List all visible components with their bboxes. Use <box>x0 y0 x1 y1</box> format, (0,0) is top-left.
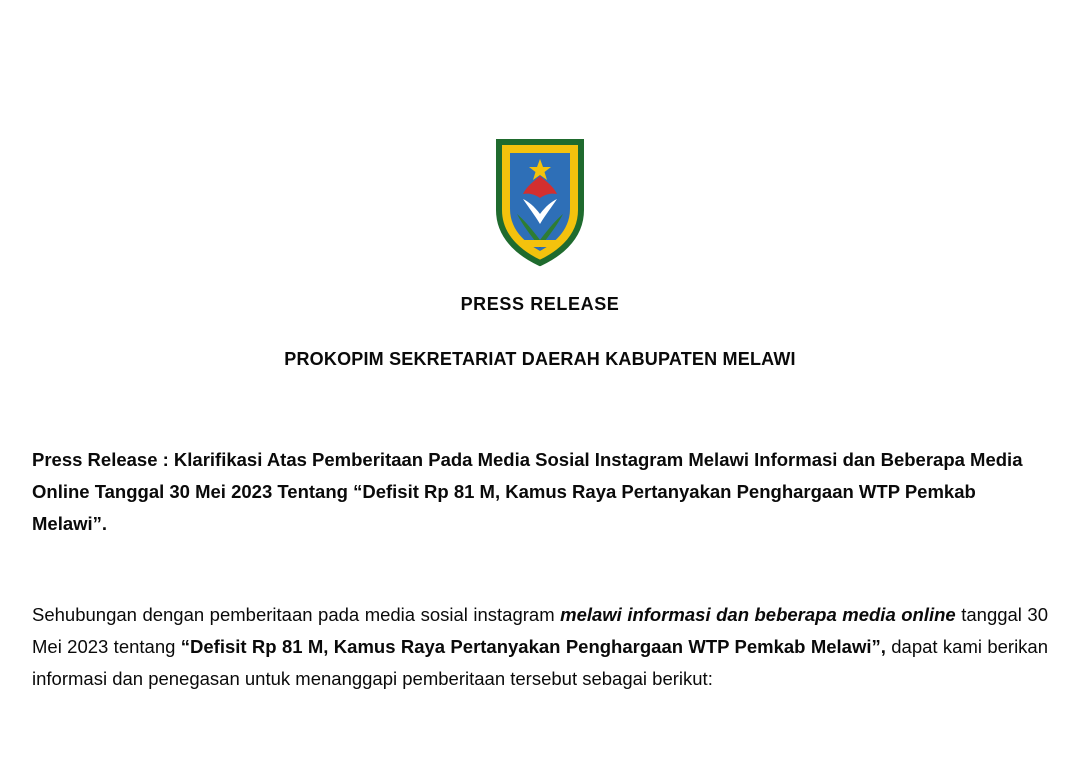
organization-subtitle: PROKOPIM SEKRETARIAT DAERAH KABUPATEN MELAWI <box>284 349 796 369</box>
intro-paragraph <box>32 599 1048 694</box>
paragraph-segment-media-names: melawi informasi dan beberapa media online <box>560 604 956 626</box>
document-heading <box>28 294 1052 370</box>
document-body <box>28 444 1052 695</box>
crest-container <box>28 0 1052 268</box>
paragraph-segment-plain-1: Sehubungan dengan pemberitaan pada media sosial instagram <box>32 604 561 626</box>
page-title: PRESS RELEASE <box>460 294 620 314</box>
lead-paragraph: Press Release : Klarifikasi Atas Pemberitaan Pada Media Sosial Instagram Melawi Informasi dan Beberapa Media Online Tanggal 30 Mei 2023 Tentang “Defisit Rp 81 M, Kamus Raya Pertanyakan Penghargaan WTP Pemkab Melawi”. <box>32 449 1023 534</box>
paragraph-segment-plain-3: dapat kami berikan informasi dan penegasan untuk menanggapi pemberitaan tersebut sebagai berikut: <box>32 636 1049 690</box>
paragraph-segment-plain-2: tanggal 30 Mei 2023 tentang <box>32 604 1049 658</box>
paragraph-segment-quoted-headline: “Defisit Rp 81 M, Kamus Raya Pertanyakan Penghargaan WTP Pemkab Melawi”, <box>180 636 886 658</box>
coat-of-arms-icon <box>493 136 587 268</box>
